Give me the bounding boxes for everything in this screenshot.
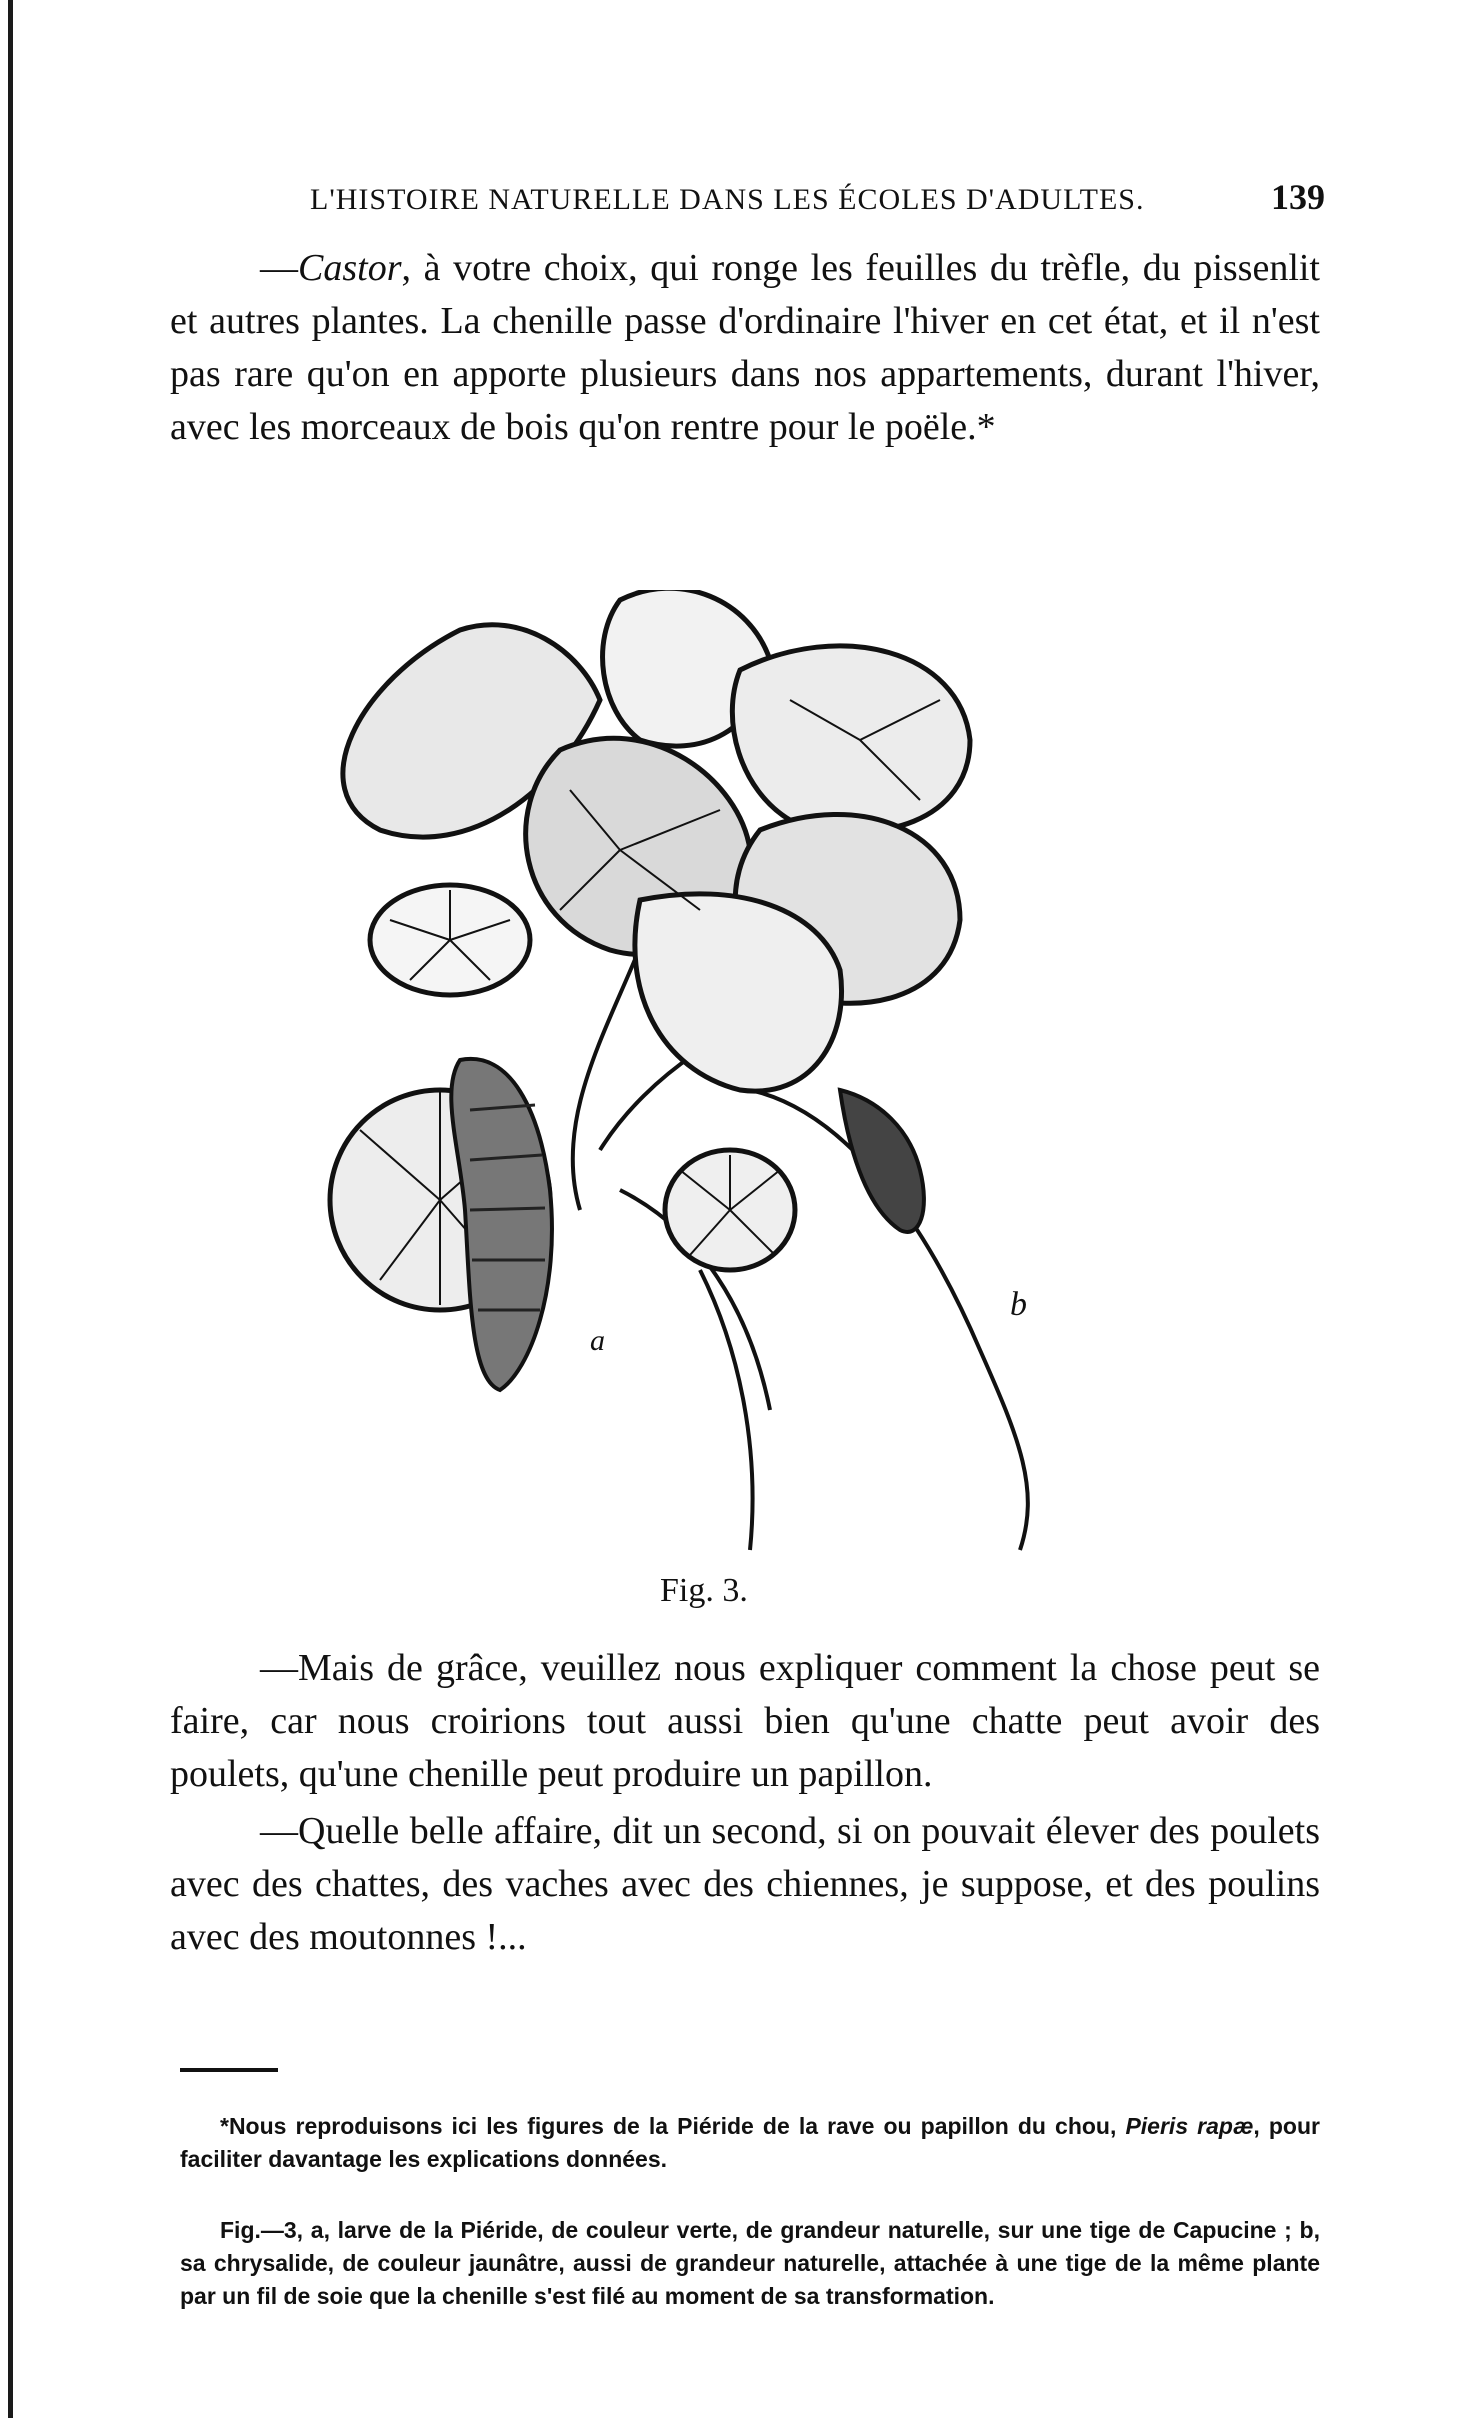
italic-castor: Castor [298, 247, 402, 289]
footnote-1-end: , pour faciliter davantage les explications données. [180, 2113, 1320, 2172]
footnote-1-italic: Pieris rapæ [1125, 2113, 1254, 2139]
footnote-rule [180, 2068, 278, 2072]
lead-dash: — [260, 247, 298, 289]
running-header [310, 176, 1325, 218]
page-number: 139 [1271, 177, 1325, 217]
paragraph-castor-text: , à votre choix, qui ronge les feuilles du trèfle, du pissenlit et autres plantes. La chenille passe d'ordinaire l'hiver en cet état, et il n'est pas rare qu'on en apporte plusieurs dans nos appartements, durant l'hiver, avec les morceaux de bois qu'on rentre pour le poële.* [170, 247, 1320, 448]
figure-label-b: b [1010, 1286, 1027, 1323]
nasturtium-engraving [320, 590, 1160, 1580]
nasturtium-illustration [320, 590, 1160, 1580]
dialogue-paragraphs [170, 1642, 1320, 1964]
figure-caption: Fig. 3. [660, 1572, 748, 1609]
paragraph-castor [170, 242, 1320, 454]
chrysalis [840, 1090, 924, 1232]
footnote-1 [180, 2110, 1320, 2176]
footnote-1-text: *Nous reproduisons ici les figures de la Piéride de la rave ou papillon du chou, [220, 2113, 1126, 2139]
footnote-2-text: Fig.—3, a, larve de la Piéride, de couleur verte, de grandeur naturelle, sur une tige de Capucine ; b, sa chrysalide, de couleur jaunâtre, aussi de grandeur naturelle, attachée à une tige de la même plante par un fil de soie que la chenille s'est filé au moment de sa transformation. [180, 2217, 1320, 2309]
page-spine-edge [8, 0, 13, 2418]
figure-label-a: a [590, 1324, 605, 1357]
paragraph-quelle-belle-affaire: —Quelle belle affaire, dit un second, si on pouvait élever des poulets avec des chattes, des vaches avec des chiennes, je suppose, et des poulins avec des moutonnes !... [170, 1810, 1320, 1958]
petal-right-upper [732, 646, 970, 831]
stem-bottom [700, 1270, 753, 1550]
paragraph-mais-de-grace: —Mais de grâce, veuillez nous expliquer comment la chose peut se faire, car nous croirions tout aussi bien qu'une chatte peut avoir des poulets, qu'une chenille peut produire un papillon. [170, 1647, 1320, 1795]
running-title: L'HISTOIRE NATURELLE DANS LES ÉCOLES D'ADULTES. [310, 183, 1145, 216]
footnote-2 [180, 2214, 1320, 2313]
